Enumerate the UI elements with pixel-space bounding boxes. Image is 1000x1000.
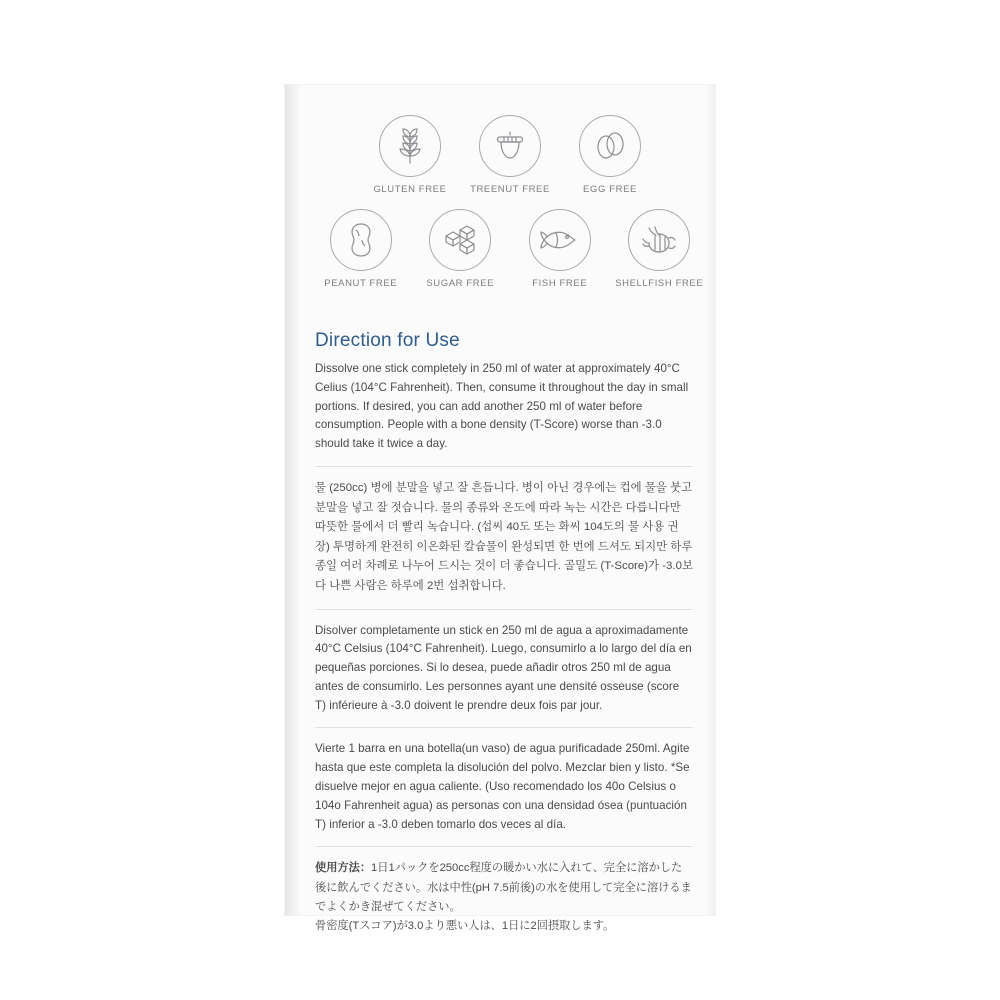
- allergen-badge-gluten-free: [364, 115, 456, 195]
- directions-text-spanish-primary: Disolver completamente un stick en 250 ml de agua a aproximadamente 40°C Celsius (104°C Fahrenheit). Luego, consumirlo a lo largo del día en pequeñas porciones. Si lo desea, puede añadir otros 250 ml de agua antes de consumirlo. Les personnes ayant une densité osseuse (score T) inférieure à -3.0 doivent le prendre deux fois par jour.: [315, 623, 692, 712]
- directions-text-japanese-note: 骨密度(Tスコア)が3.0より悪い人は、1日に2回摂取します。: [315, 920, 615, 933]
- directions-block-spanish-primary: [315, 622, 693, 729]
- allergen-badge-fish-free: [514, 209, 606, 289]
- badge-circle: [379, 115, 441, 177]
- fish-icon: [540, 226, 580, 254]
- directions-text-spanish-secondary: Vierte 1 barra en una botella(un vaso) de agua purificadade 250ml. Agite hasta que este completa la disolución del polvo. Mezclar bien y listo. *Se disuelve mejor en agua caliente. (Uso recomendado los 40o Celsius o 104o Fahrenheit agua) as personas con una densidad ósea (puntuación T) inferior a -3.0 deben tomarlo dos veces al día.: [315, 742, 690, 831]
- badge-circle: [429, 209, 491, 271]
- directions-text-korean: 물 (250cc) 병에 분말을 넣고 잘 흔듭니다. 병이 아닌 경우에는 컵에 물을 붓고 분말을 넣고 잘 젓습니다. 물의 종류와 온도에 따라 녹는 시간은 다릅니다만 따뜻한 물에서 더 빨리 녹습니다. (섭씨 40도 또는 화씨 104도의 물 사용 권장) 투명하게 완전히 이온화된 칼슘물이 완성되면 한 번에 드셔도 되지만 하루 종일 여러 차례로 나누어 드시는 것이 더 좋습니다. 골밀도 (T-Score)가 -3.0보다 나쁜 사람은 하루에 2번 섭취합니다.: [315, 481, 693, 592]
- directions-body-japanese: 1日1パックを250cc程度の暖かい水に入れて、完全に溶かした後に飲んでください。水は中性(pH 7.5前後)の水を使用して完全に溶けるまでよくかき混ぜてください。: [315, 862, 692, 913]
- allergen-badge-label: PEANUT FREE: [324, 278, 398, 289]
- allergen-badge-egg-free: [564, 115, 656, 195]
- allergen-badge-treenut-free: [464, 115, 556, 195]
- directions-label-japanese: 使用方法：: [315, 862, 372, 875]
- acorn-icon: [494, 128, 526, 164]
- directions-block-spanish-secondary: [315, 740, 693, 847]
- directions-block-japanese: [315, 859, 693, 948]
- badge-circle: [628, 209, 690, 271]
- directions-block-korean: [315, 479, 693, 610]
- product-package-panel: [285, 85, 715, 933]
- allergen-badge-label: SUGAR FREE: [426, 278, 495, 289]
- directions-text-english: Dissolve one stick completely in 250 ml of water at approximately 40°C Celius (104°C Fahrenheit). Then, consume it throughout the day in small portions. If desired, you can add another 250 ml of water before consumption. People with a bone density (T-Score) worse than -3.0 should take it twice a day.: [315, 362, 689, 451]
- allergen-badge-grid: [315, 115, 705, 289]
- peanut-icon: [346, 221, 376, 259]
- directions-text-japanese: [315, 859, 693, 917]
- badge-circle: [330, 209, 392, 271]
- allergen-badge-label: FISH FREE: [532, 278, 588, 289]
- badge-circle: [479, 115, 541, 177]
- allergen-badge-shellfish-free: [614, 209, 706, 289]
- sugar-cubes-icon: [442, 224, 478, 256]
- egg-icon: [594, 128, 626, 164]
- directions-block-english: [315, 360, 693, 467]
- badge-circle: [529, 209, 591, 271]
- allergen-badge-label: SHELLFISH FREE: [615, 278, 704, 289]
- shrimp-icon: [641, 224, 677, 256]
- allergen-badge-label: EGG FREE: [583, 184, 637, 195]
- allergen-badge-label: GLUTEN FREE: [373, 184, 447, 195]
- allergen-badge-row-2: [315, 209, 705, 289]
- directions-content: [315, 330, 693, 960]
- allergen-badge-label: TREENUT FREE: [470, 184, 550, 195]
- page-title: Direction for Use: [315, 330, 460, 351]
- badge-circle: [579, 115, 641, 177]
- allergen-badge-row-1: [315, 115, 705, 195]
- allergen-badge-sugar-free: [415, 209, 507, 289]
- wheat-icon: [393, 127, 427, 165]
- allergen-badge-peanut-free: [315, 209, 407, 289]
